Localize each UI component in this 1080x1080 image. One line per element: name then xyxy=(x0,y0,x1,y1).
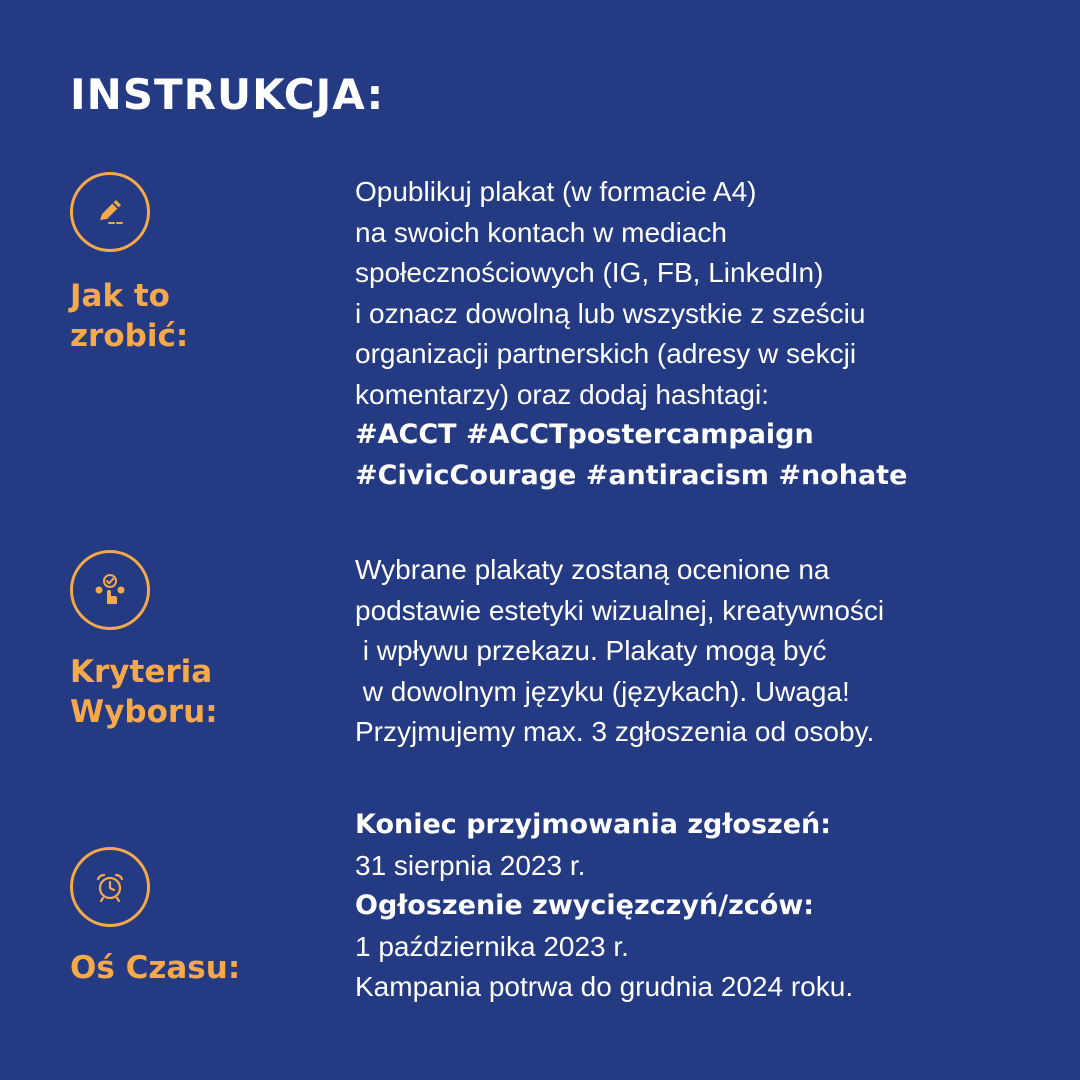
deadline-value: 31 sierpnia 2023 r. xyxy=(355,849,586,881)
deadline-label: Koniec przyjmowania zgłoszeń: xyxy=(355,809,832,840)
selection-criteria-icon xyxy=(70,550,150,630)
label-line: Oś Czasu: xyxy=(70,950,241,986)
label-line: zrobić: xyxy=(70,318,189,354)
section-text-timeline xyxy=(355,805,1055,1008)
section-text-criteria xyxy=(355,550,1055,753)
section-label-how xyxy=(70,276,188,356)
section-text-how xyxy=(355,172,1055,496)
pencil-icon xyxy=(70,172,150,252)
announcement-label: Ogłoszenie zwycięzczyń/zców: xyxy=(355,890,815,921)
text-line: podstawie estetyki wizualnej, kreatywności xyxy=(355,594,885,626)
label-line: Kryteria xyxy=(70,654,213,690)
hashtag-line: #ACCT #ACCTpostercampaign xyxy=(355,419,814,450)
text-line: na swoich kontach w mediach xyxy=(355,216,727,248)
text-line: społecznościowych (IG, FB, LinkedIn) xyxy=(355,257,824,288)
text-line: i wpływu przekazu. Plakaty mogą być xyxy=(355,635,827,666)
text-line: w dowolnym języku (językach). Uwaga! xyxy=(355,675,850,707)
hashtag-line: #CivicCourage #antiracism #nohate xyxy=(355,459,908,491)
text-line: komentarzy) oraz dodaj hashtagi: xyxy=(355,378,769,410)
text-line: Przyjmujemy max. 3 zgłoszenia od osoby. xyxy=(355,716,875,747)
page-title: INSTRUKCJA: xyxy=(70,70,385,119)
section-label-criteria xyxy=(70,652,218,732)
campaign-note: Kampania potrwa do grudnia 2024 roku. xyxy=(355,971,854,1002)
text-line: organizacji partnerskich (adresy w sekcji xyxy=(355,338,857,369)
label-line: Jak to xyxy=(70,278,170,314)
text-line: Wybrane plakaty zostaną ocenione na xyxy=(355,554,830,585)
text-line: Opublikuj plakat (w formacie A4) xyxy=(355,176,757,207)
section-label-timeline xyxy=(70,948,240,988)
text-line: i oznacz dowolną lub wszystkie z sześciu xyxy=(355,297,866,329)
announcement-value: 1 października 2023 r. xyxy=(355,930,629,962)
label-line: Wyboru: xyxy=(70,694,218,730)
alarm-clock-icon xyxy=(70,847,150,927)
